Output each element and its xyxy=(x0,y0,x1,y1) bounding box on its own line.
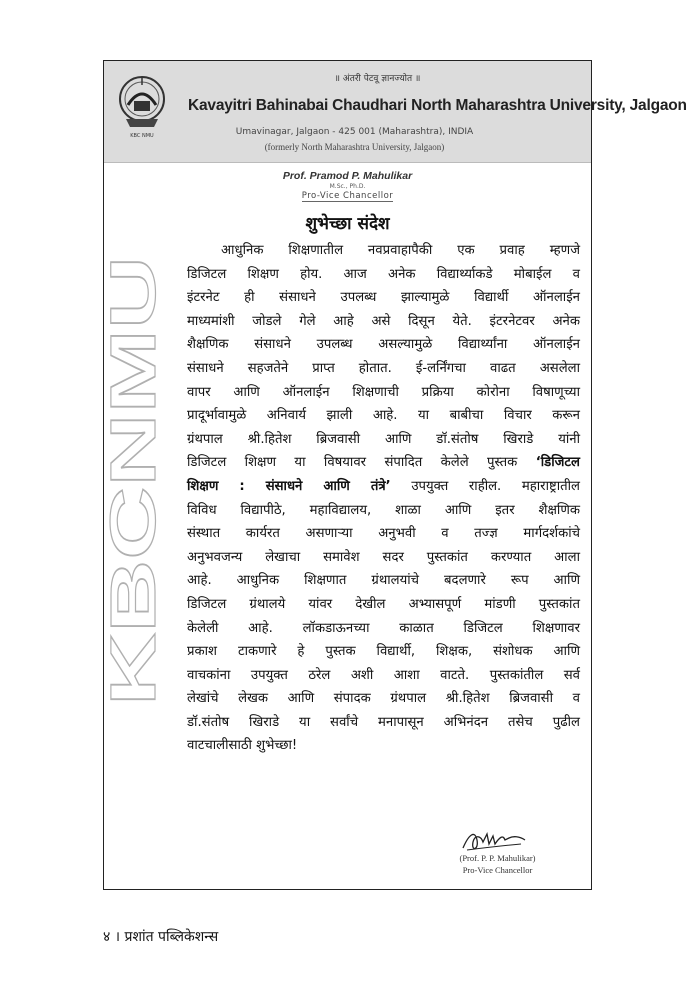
logo-caption: KBC NMU xyxy=(130,133,154,139)
body-line: लेखांचे लेखक आणि संपादक ग्रंथपाल श्री.हितेश ब्रिजवासी व xyxy=(187,691,580,707)
watermark-text: KBCNMU xyxy=(97,421,169,706)
university-name: Kavayitri Bahinabai Chaudhari North Maharashtra University, Jalgaon xyxy=(188,97,687,114)
sender-degree: M.Sc., Ph.D. xyxy=(329,183,366,190)
body-line: वापर आणि ऑनलाईन शिक्षणाची प्रक्रिया कोरोना विषाणूच्या xyxy=(187,384,580,400)
body-line: केलेली आहे. लॉकडाऊनच्या काळात डिजिटल शिक्षणावर xyxy=(187,620,580,636)
university-logo xyxy=(116,75,168,141)
body-line: माध्यमांशी जोडले गेले आहे असे दिसून येते. इंटरनेटवर अनेक xyxy=(187,313,580,329)
body-line: अनुभवजन्य लेखाचा समावेश सदर पुस्तकांत करण्यात आला xyxy=(187,549,580,565)
body-line: डॉ.संतोष खिराडे या सर्वांचे मनापासून अभिनंदन तसेच पुढील xyxy=(187,714,580,730)
body-line: आधुनिक शिक्षणातील नवप्रवाहापैकी एक प्रवाह म्हणजे xyxy=(221,243,580,258)
page-footer: ४ । प्रशांत पब्लिकेशन्स xyxy=(103,929,219,945)
body-line: डिजिटल ग्रंथालये यांवर देखील अभ्यासपूर्ण मांडणी पुस्तकांत xyxy=(187,596,580,612)
sender-designation xyxy=(104,191,591,201)
university-address: Umavinagar, Jalgaon - 425 001 (Maharashtra), INDIA xyxy=(235,127,474,137)
signatory-title: Pro-Vice Chancellor xyxy=(462,865,533,875)
message-body xyxy=(187,239,580,758)
body-line: इंटरनेट ही संसाधने उपलब्ध झाल्यामुळे विद्यार्थी ऑनलाईन xyxy=(187,290,580,306)
body-line: प्रकाश टाकणारे हे पुस्तक विद्यार्थी, शिक्षक, संशोधक आणि xyxy=(187,644,580,660)
book-title-part1: ‘डिजिटल xyxy=(535,455,580,471)
message-frame xyxy=(97,60,687,890)
body-line: शैक्षणिक संसाधने उपलब्ध असल्यामुळे विद्यार्थ्यांना ऑनलाईन xyxy=(187,337,580,353)
sender-name: Prof. Pramod P. Mahulikar xyxy=(282,170,413,182)
body-line: वाचकांना उपयुक्त ठरेल अशी आशा वाटते. पुस्तकांतील सर्व xyxy=(187,667,580,683)
body-line: संस्थात कार्यरत असणाऱ्या अनुभवी व तज्ज्ञ मार्गदर्शकांचे xyxy=(187,526,580,542)
university-motto: ॥ अंतरी पेटवू ज्ञानज्योत ॥ xyxy=(334,74,421,84)
sender-designation-text: Pro-Vice Chancellor xyxy=(301,191,394,201)
signatory-name: (Prof. P. P. Mahulikar) xyxy=(459,853,536,863)
kbcnmu-watermark xyxy=(97,256,169,706)
body-line: वाटचालीसाठी शुभेच्छा! xyxy=(187,738,298,754)
body-line: ग्रंथपाल श्री.हितेश ब्रिजवासी आणि डॉ.संतोष खिराडे यांनी xyxy=(187,431,580,447)
letterhead xyxy=(104,61,687,163)
body-line: प्रादूर्भावामुळे अनिवार्य झाली आहे. या बाबीचा विचार करून xyxy=(187,408,580,424)
message-title: शुभेच्छा संदेश xyxy=(305,214,390,234)
body-line: डिजिटल शिक्षण होय. आज अनेक विद्यार्थ्याकडे मोबाईल व xyxy=(187,266,580,282)
university-former-name: (formerly North Maharashtra University, Jalgaon) xyxy=(264,142,445,152)
body-line: आहे. आधुनिक शिक्षणात ग्रंथालयांचे बदलणारे रूप आणि xyxy=(187,573,580,589)
book-title-part2: शिक्षण : संसाधने आणि तंत्रे’ xyxy=(187,478,391,494)
body-line: डिजिटल शिक्षण या विषयावर संपादित केलेले पुस्तक ‘डिजिटल xyxy=(187,455,580,471)
body-line: शिक्षण : संसाधने आणि तंत्रे’ उपयुक्त राहील. महाराष्ट्रातील xyxy=(187,478,580,494)
body-line: संसाधने सहजतेने प्राप्त होतात. ई-लर्निंगचा वाढत असलेला xyxy=(187,360,580,376)
body-line: विविध विद्यापीठे, महाविद्यालय, शाळा आणि इतर शैक्षणिक xyxy=(187,502,580,518)
